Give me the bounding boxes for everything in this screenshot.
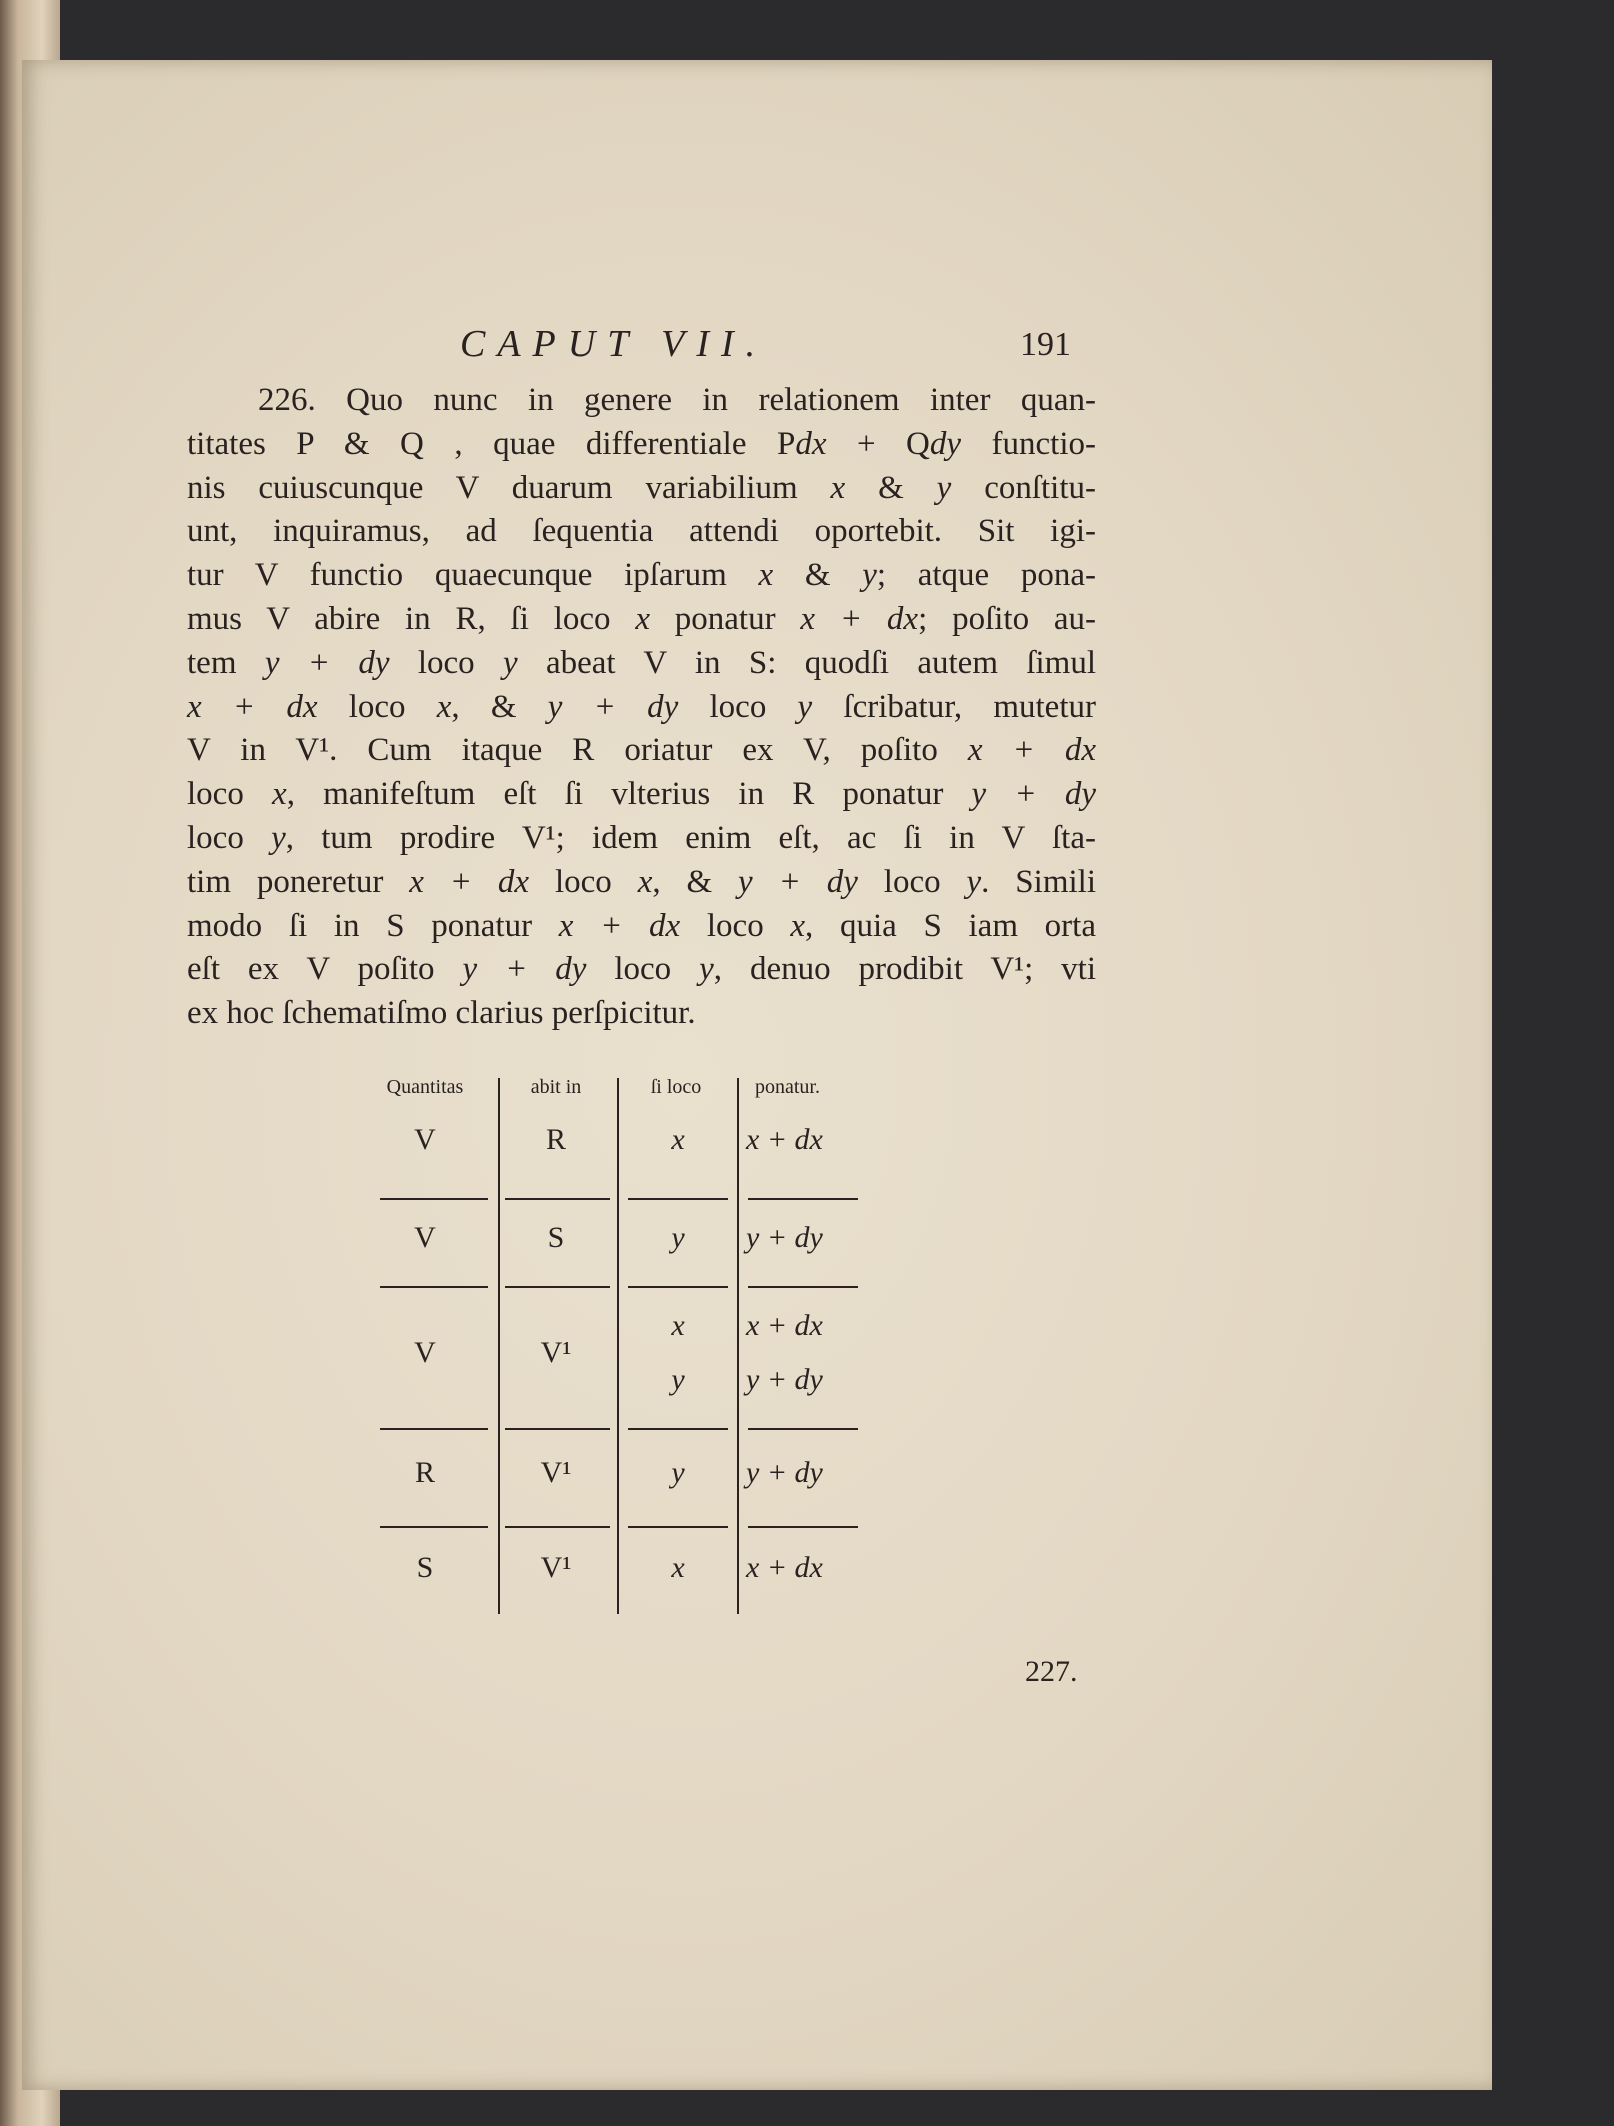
row-rule xyxy=(628,1526,728,1528)
cell-si-loco: x xyxy=(671,1309,685,1342)
text-line: x + dx loco x, & y + dy loco y ſcribatur, mutetur xyxy=(187,688,1096,725)
row-rule xyxy=(505,1198,610,1200)
text-line: V in V¹. Cum itaque R oriatur ex V, poſito x + dx xyxy=(187,732,1097,769)
row-rule xyxy=(380,1198,488,1200)
cell-ponatur: y + dy xyxy=(746,1456,823,1489)
cell-si-loco: y xyxy=(671,1363,685,1396)
column-divider xyxy=(737,1078,739,1614)
catchword: 227. xyxy=(1025,1655,1078,1688)
row-rule xyxy=(380,1428,488,1430)
col-header-si-loco: ſi loco xyxy=(650,1076,702,1098)
cell-abit-in: R xyxy=(545,1123,567,1156)
cell-ponatur: y + dy xyxy=(746,1221,823,1254)
cell-quantitas: S xyxy=(416,1551,434,1584)
cell-si-loco: x xyxy=(671,1551,685,1584)
cell-ponatur: y + dy xyxy=(746,1363,823,1396)
cell-abit-in: S xyxy=(547,1221,565,1254)
column-divider xyxy=(617,1078,619,1614)
col-header-quantitas: Quantitas xyxy=(386,1076,464,1098)
text-line: eſt ex V poſito y + dy loco y, denuo prodibit V¹; vti xyxy=(187,951,1097,988)
row-rule xyxy=(748,1526,858,1528)
text-line: ex hoc ſchematiſmo clarius perſpicitur. xyxy=(187,995,696,1032)
row-rule xyxy=(628,1198,728,1200)
cell-quantitas: R xyxy=(414,1456,436,1489)
text-line: tur V functio quaecunque ipſarum x & y; atque pona- xyxy=(187,557,1096,594)
row-rule xyxy=(748,1286,858,1288)
col-header-abit-in: abit in xyxy=(530,1076,582,1098)
row-rule xyxy=(380,1286,488,1288)
text-line: unt, inquiramus, ad ſequentia attendi oportebit. Sit igi- xyxy=(187,513,1096,550)
col-header-ponatur: ponatur. xyxy=(755,1076,820,1098)
column-divider xyxy=(498,1078,500,1614)
text-line: mus V abire in R, ſi loco x ponatur x + dx; poſito au- xyxy=(187,601,1097,637)
cell-ponatur: x + dx xyxy=(746,1551,823,1584)
cell-si-loco: y xyxy=(671,1456,685,1489)
text-line: 226. Quo nunc in genere in relationem inter quan- xyxy=(258,382,1096,418)
text-line: loco y, tum prodire V¹; idem enim eſt, ac ſi in V ſta- xyxy=(187,820,1096,856)
text-line: titates P & Q , quae differentiale Pdx + Qdy functio- xyxy=(187,425,1096,462)
row-rule xyxy=(748,1428,858,1430)
row-rule xyxy=(748,1198,858,1200)
cell-si-loco: y xyxy=(671,1221,685,1254)
cell-quantitas: V xyxy=(414,1123,436,1156)
cell-ponatur: x + dx xyxy=(746,1123,823,1156)
row-rule xyxy=(505,1526,610,1528)
cell-abit-in: V¹ xyxy=(540,1456,572,1489)
running-title: CAPUT VII. xyxy=(460,323,768,365)
cell-abit-in: V¹ xyxy=(540,1336,572,1369)
cell-quantitas: V xyxy=(414,1336,436,1369)
row-rule xyxy=(505,1286,610,1288)
text-line: tim poneretur x + dx loco x, & y + dy loco y. Simili xyxy=(187,863,1096,900)
row-rule xyxy=(628,1286,728,1288)
cell-abit-in: V¹ xyxy=(540,1551,572,1584)
row-rule xyxy=(628,1428,728,1430)
row-rule xyxy=(380,1526,488,1528)
cell-si-loco: x xyxy=(671,1123,685,1156)
cell-ponatur: x + dx xyxy=(746,1309,823,1342)
cell-quantitas: V xyxy=(414,1221,436,1254)
text-line: nis cuiuscunque V duarum variabilium x & y conſtitu- xyxy=(187,469,1097,506)
text-line: loco x, manifeſtum eſt ſi vlterius in R ponatur y + dy xyxy=(187,776,1096,813)
row-rule xyxy=(505,1428,610,1430)
text-line: modo ſi in S ponatur x + dx loco x, quia S iam orta xyxy=(187,907,1096,944)
page-number: 191 xyxy=(1020,326,1071,363)
text-line: tem y + dy loco y abeat V in S: quodſi autem ſimul xyxy=(187,644,1096,681)
